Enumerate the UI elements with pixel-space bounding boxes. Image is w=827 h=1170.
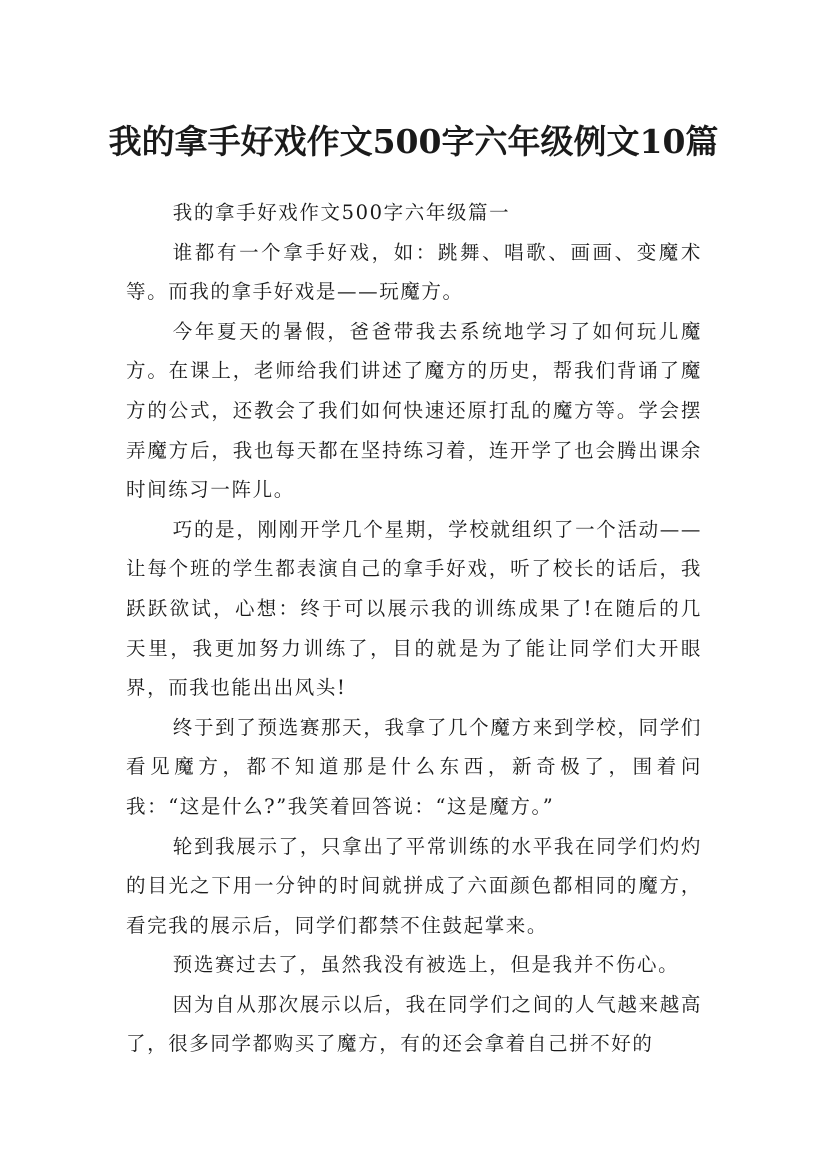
paragraph: 谁都有一个拿手好戏，如：跳舞、唱歌、画画、变魔术等。而我的拿手好戏是——玩魔方。 xyxy=(126,240,702,304)
paragraph: 轮到我展示了，只拿出了平常训练的水平我在同学们灼灼的目光之下用一分钟的时间就拼成了六面颜色都相同的魔方，看完我的展示后，同学们都禁不住鼓起掌来。 xyxy=(126,834,702,937)
paragraph: 今年夏天的暑假，爸爸带我去系统地学习了如何玩儿魔方。在课上，老师给我们讲述了魔方的历史，帮我们背诵了魔方的公式，还教会了我们如何快速还原打乱的魔方等。学会摆弄魔方后，我也每天都在坚持练习着，连开学了也会腾出课余时间练习一阵儿。 xyxy=(126,319,702,502)
document-title: 我的拿手好戏作文500字六年级例文10篇 xyxy=(108,122,719,162)
paragraph: 终于到了预选赛那天，我拿了几个魔方来到学校，同学们看见魔方，都不知道那是什么东西，新奇极了，围着问我：“这是什么?”我笑着回答说：“这是魔方。” xyxy=(126,715,702,818)
section-heading: 我的拿手好戏作文500字六年级篇一 xyxy=(172,201,511,224)
document-body xyxy=(126,193,702,1064)
paragraph: 因为自从那次展示以后，我在同学们之间的人气越来越高了，很多同学都购买了魔方，有的还会拿着自己拼不好的 xyxy=(126,992,702,1056)
paragraph: 巧的是，刚刚开学几个星期，学校就组织了一个活动——让每个班的学生都表演自己的拿手好戏，听了校长的话后，我跃跃欲试，心想：终于可以展示我的训练成果了!在随后的几天里，我更加努力训练了，目的就是为了能让同学们大开眼界，而我也能出出风头! xyxy=(126,517,702,700)
paragraph: 预选赛过去了，虽然我没有被选上，但是我并不伤心。 xyxy=(172,953,680,977)
